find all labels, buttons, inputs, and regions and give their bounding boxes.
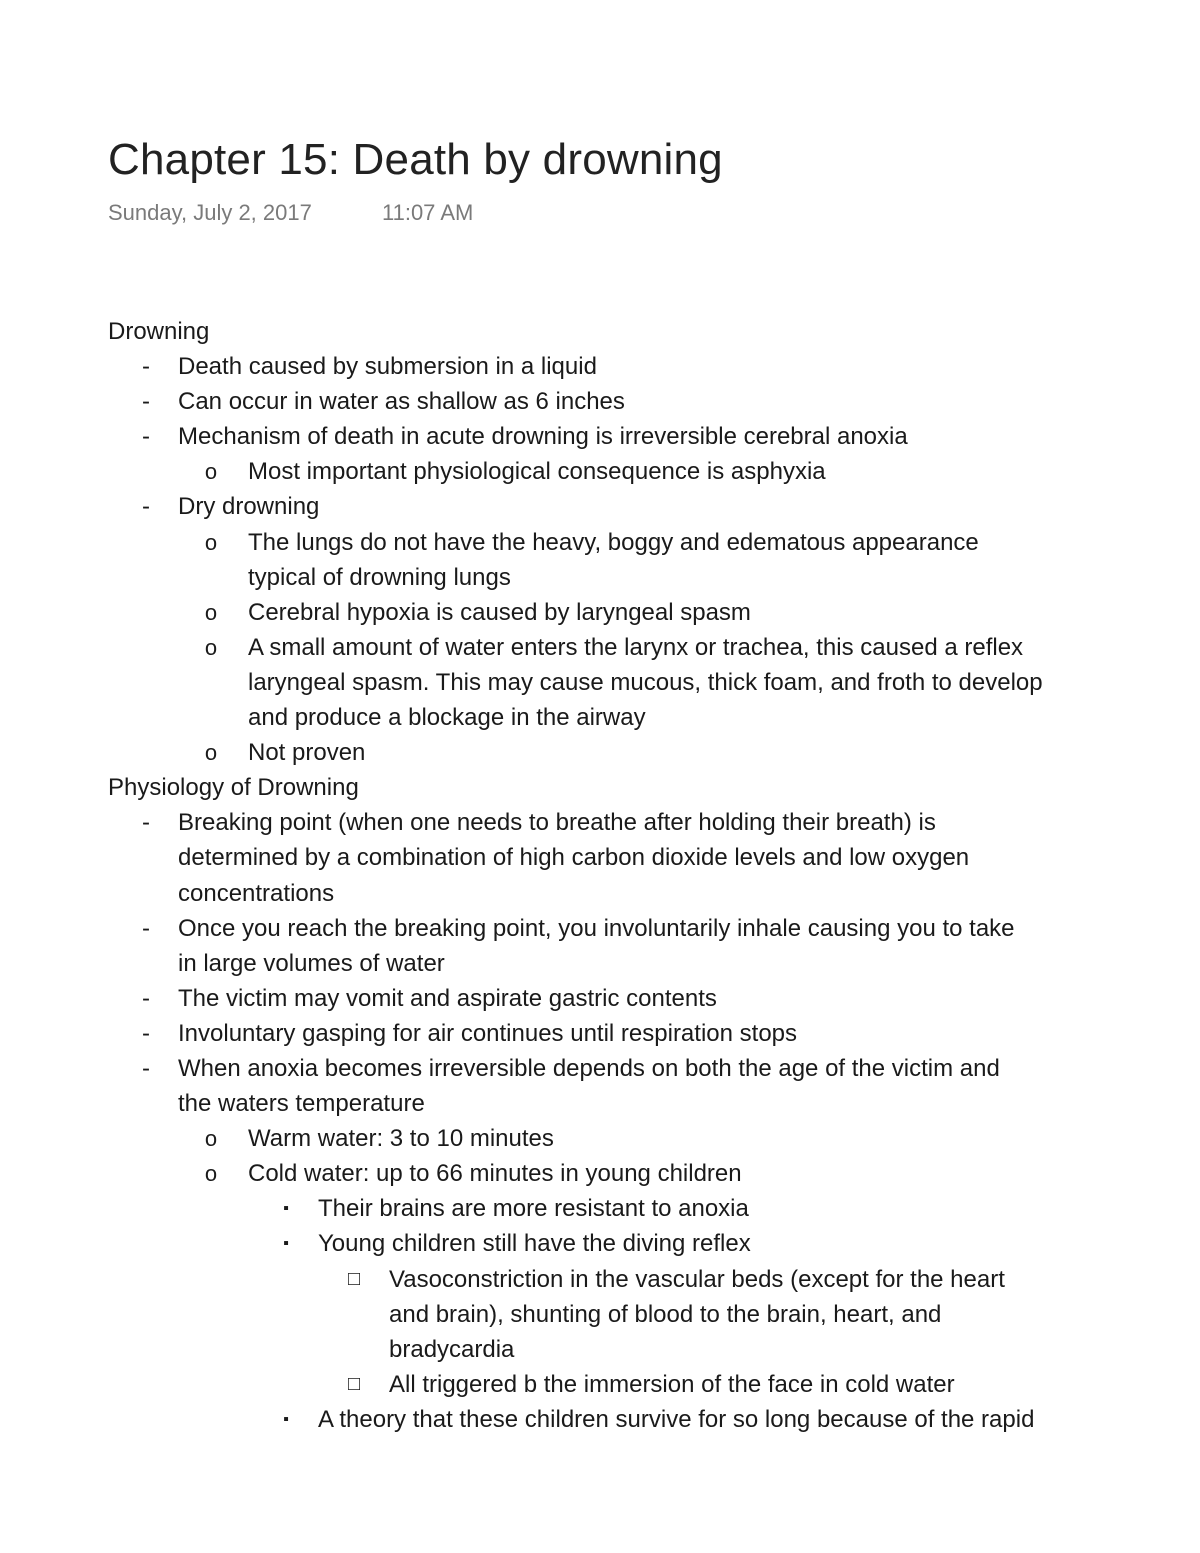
bullet-circle-icon: o <box>204 529 218 555</box>
bullet-dash-icon: - <box>142 493 150 521</box>
list-item-text: the waters temperature <box>178 1090 425 1118</box>
section-heading <box>0 770 1200 805</box>
list-item <box>0 630 1200 665</box>
list-item-text: Can occur in water as shallow as 6 inches <box>178 388 625 416</box>
list-item-text: All triggered b the immersion of the face in cold water <box>389 1370 955 1398</box>
bullet-circle-icon: o <box>204 599 218 625</box>
list-item-text: and produce a blockage in the airway <box>248 704 646 732</box>
bullet-square-icon: ▪ <box>283 1410 289 1428</box>
bullet-circle-icon: o <box>204 459 218 485</box>
list-item-text: determined by a combination of high carbon dioxide levels and low oxygen <box>178 844 970 872</box>
list-item <box>0 349 1200 384</box>
page-title: Chapter 15: Death by drowning <box>108 135 723 184</box>
list-item-text: Involuntary gasping for air continues until respiration stops <box>178 1019 798 1047</box>
list-item <box>0 1367 1200 1402</box>
list-item <box>0 1086 1200 1121</box>
list-item <box>0 384 1200 419</box>
list-item <box>0 735 1200 770</box>
list-item-text: When anoxia becomes irreversible depends on both the age of the victim and <box>178 1054 1000 1082</box>
bullet-square-icon: ▪ <box>283 1235 289 1253</box>
list-item <box>0 489 1200 524</box>
bullet-circle-icon: o <box>204 634 218 660</box>
list-item <box>0 1051 1200 1086</box>
list-item-text: in large volumes of water <box>178 949 445 977</box>
list-item <box>0 1297 1200 1332</box>
list-item-text: The victim may vomit and aspirate gastric contents <box>178 984 717 1012</box>
list-item-text: Mechanism of death in acute drowning is irreversible cerebral anoxia <box>178 423 908 451</box>
note-time: 11:07 AM <box>382 200 474 225</box>
list-item <box>0 1262 1200 1297</box>
list-item <box>0 1191 1200 1226</box>
list-item <box>0 560 1200 595</box>
list-item-text: Warm water: 3 to 10 minutes <box>248 1125 554 1153</box>
bullet-circle-icon: o <box>204 1126 218 1152</box>
list-item-text: Vasoconstriction in the vascular beds (except for the heart <box>389 1265 1005 1293</box>
list-item <box>0 1402 1200 1437</box>
list-item <box>0 981 1200 1016</box>
bullet-dash-icon: - <box>142 984 150 1012</box>
bullet-dash-icon: - <box>142 914 150 942</box>
list-item <box>0 700 1200 735</box>
bullet-dash-icon: - <box>142 423 150 451</box>
list-item <box>0 1016 1200 1051</box>
note-date: Sunday, July 2, 2017 <box>108 200 312 225</box>
bullet-dash-icon: - <box>142 1019 150 1047</box>
bullet-dash-icon: - <box>142 809 150 837</box>
bullet-box-icon: □ <box>347 1372 361 1395</box>
list-item-text: typical of drowning lungs <box>248 563 511 591</box>
list-item-text: Their brains are more resistant to anoxia <box>318 1195 749 1223</box>
list-item-text: Young children still have the diving reflex <box>318 1230 751 1258</box>
list-item-text: Physiology of Drowning <box>108 774 359 802</box>
list-item-text: Dry drowning <box>178 493 320 521</box>
list-item-text: Most important physiological consequence is asphyxia <box>248 458 826 486</box>
list-item <box>0 911 1200 946</box>
list-item <box>0 805 1200 840</box>
list-item-text: Not proven <box>248 739 366 767</box>
list-item <box>0 946 1200 981</box>
list-item <box>0 419 1200 454</box>
list-item <box>0 1121 1200 1156</box>
list-item-text: Drowning <box>108 318 210 345</box>
bullet-dash-icon: - <box>142 1054 150 1082</box>
list-item-text: Death caused by submersion in a liquid <box>178 353 597 381</box>
bullet-dash-icon: - <box>142 388 150 416</box>
list-item <box>0 840 1200 875</box>
list-item-text: bradycardia <box>389 1335 515 1363</box>
list-item <box>0 1156 1200 1191</box>
list-item-text: Cold water: up to 66 minutes in young children <box>248 1160 742 1188</box>
section-heading <box>0 314 1200 349</box>
list-item-text: Breaking point (when one needs to breathe after holding their breath) is <box>178 809 936 837</box>
list-item <box>0 525 1200 560</box>
list-item-text: The lungs do not have the heavy, boggy and edematous appearance <box>248 528 979 556</box>
bullet-square-icon: ▪ <box>283 1200 289 1218</box>
list-item-text: concentrations <box>178 879 335 907</box>
bullet-dash-icon: - <box>142 353 150 381</box>
list-item <box>0 1226 1200 1261</box>
bullet-circle-icon: o <box>204 740 218 766</box>
note-body <box>0 314 1200 1437</box>
list-item <box>0 665 1200 700</box>
list-item <box>0 454 1200 489</box>
bullet-box-icon: □ <box>347 1267 361 1290</box>
list-item-text: and brain), shunting of blood to the brain, heart, and <box>389 1300 942 1328</box>
bullet-circle-icon: o <box>204 1161 218 1187</box>
list-item-text: laryngeal spasm. This may cause mucous, thick foam, and froth to develop <box>248 668 1043 696</box>
list-item-text: A theory that these children survive for so long because of the rapid <box>318 1405 1035 1433</box>
list-item <box>0 876 1200 911</box>
list-item <box>0 595 1200 630</box>
list-item-text: Once you reach the breaking point, you involuntarily inhale causing you to take <box>178 914 1015 942</box>
list-item-text: A small amount of water enters the larynx or trachea, this caused a reflex <box>248 633 1024 661</box>
list-item-text: Cerebral hypoxia is caused by laryngeal spasm <box>248 598 751 626</box>
list-item <box>0 1332 1200 1367</box>
